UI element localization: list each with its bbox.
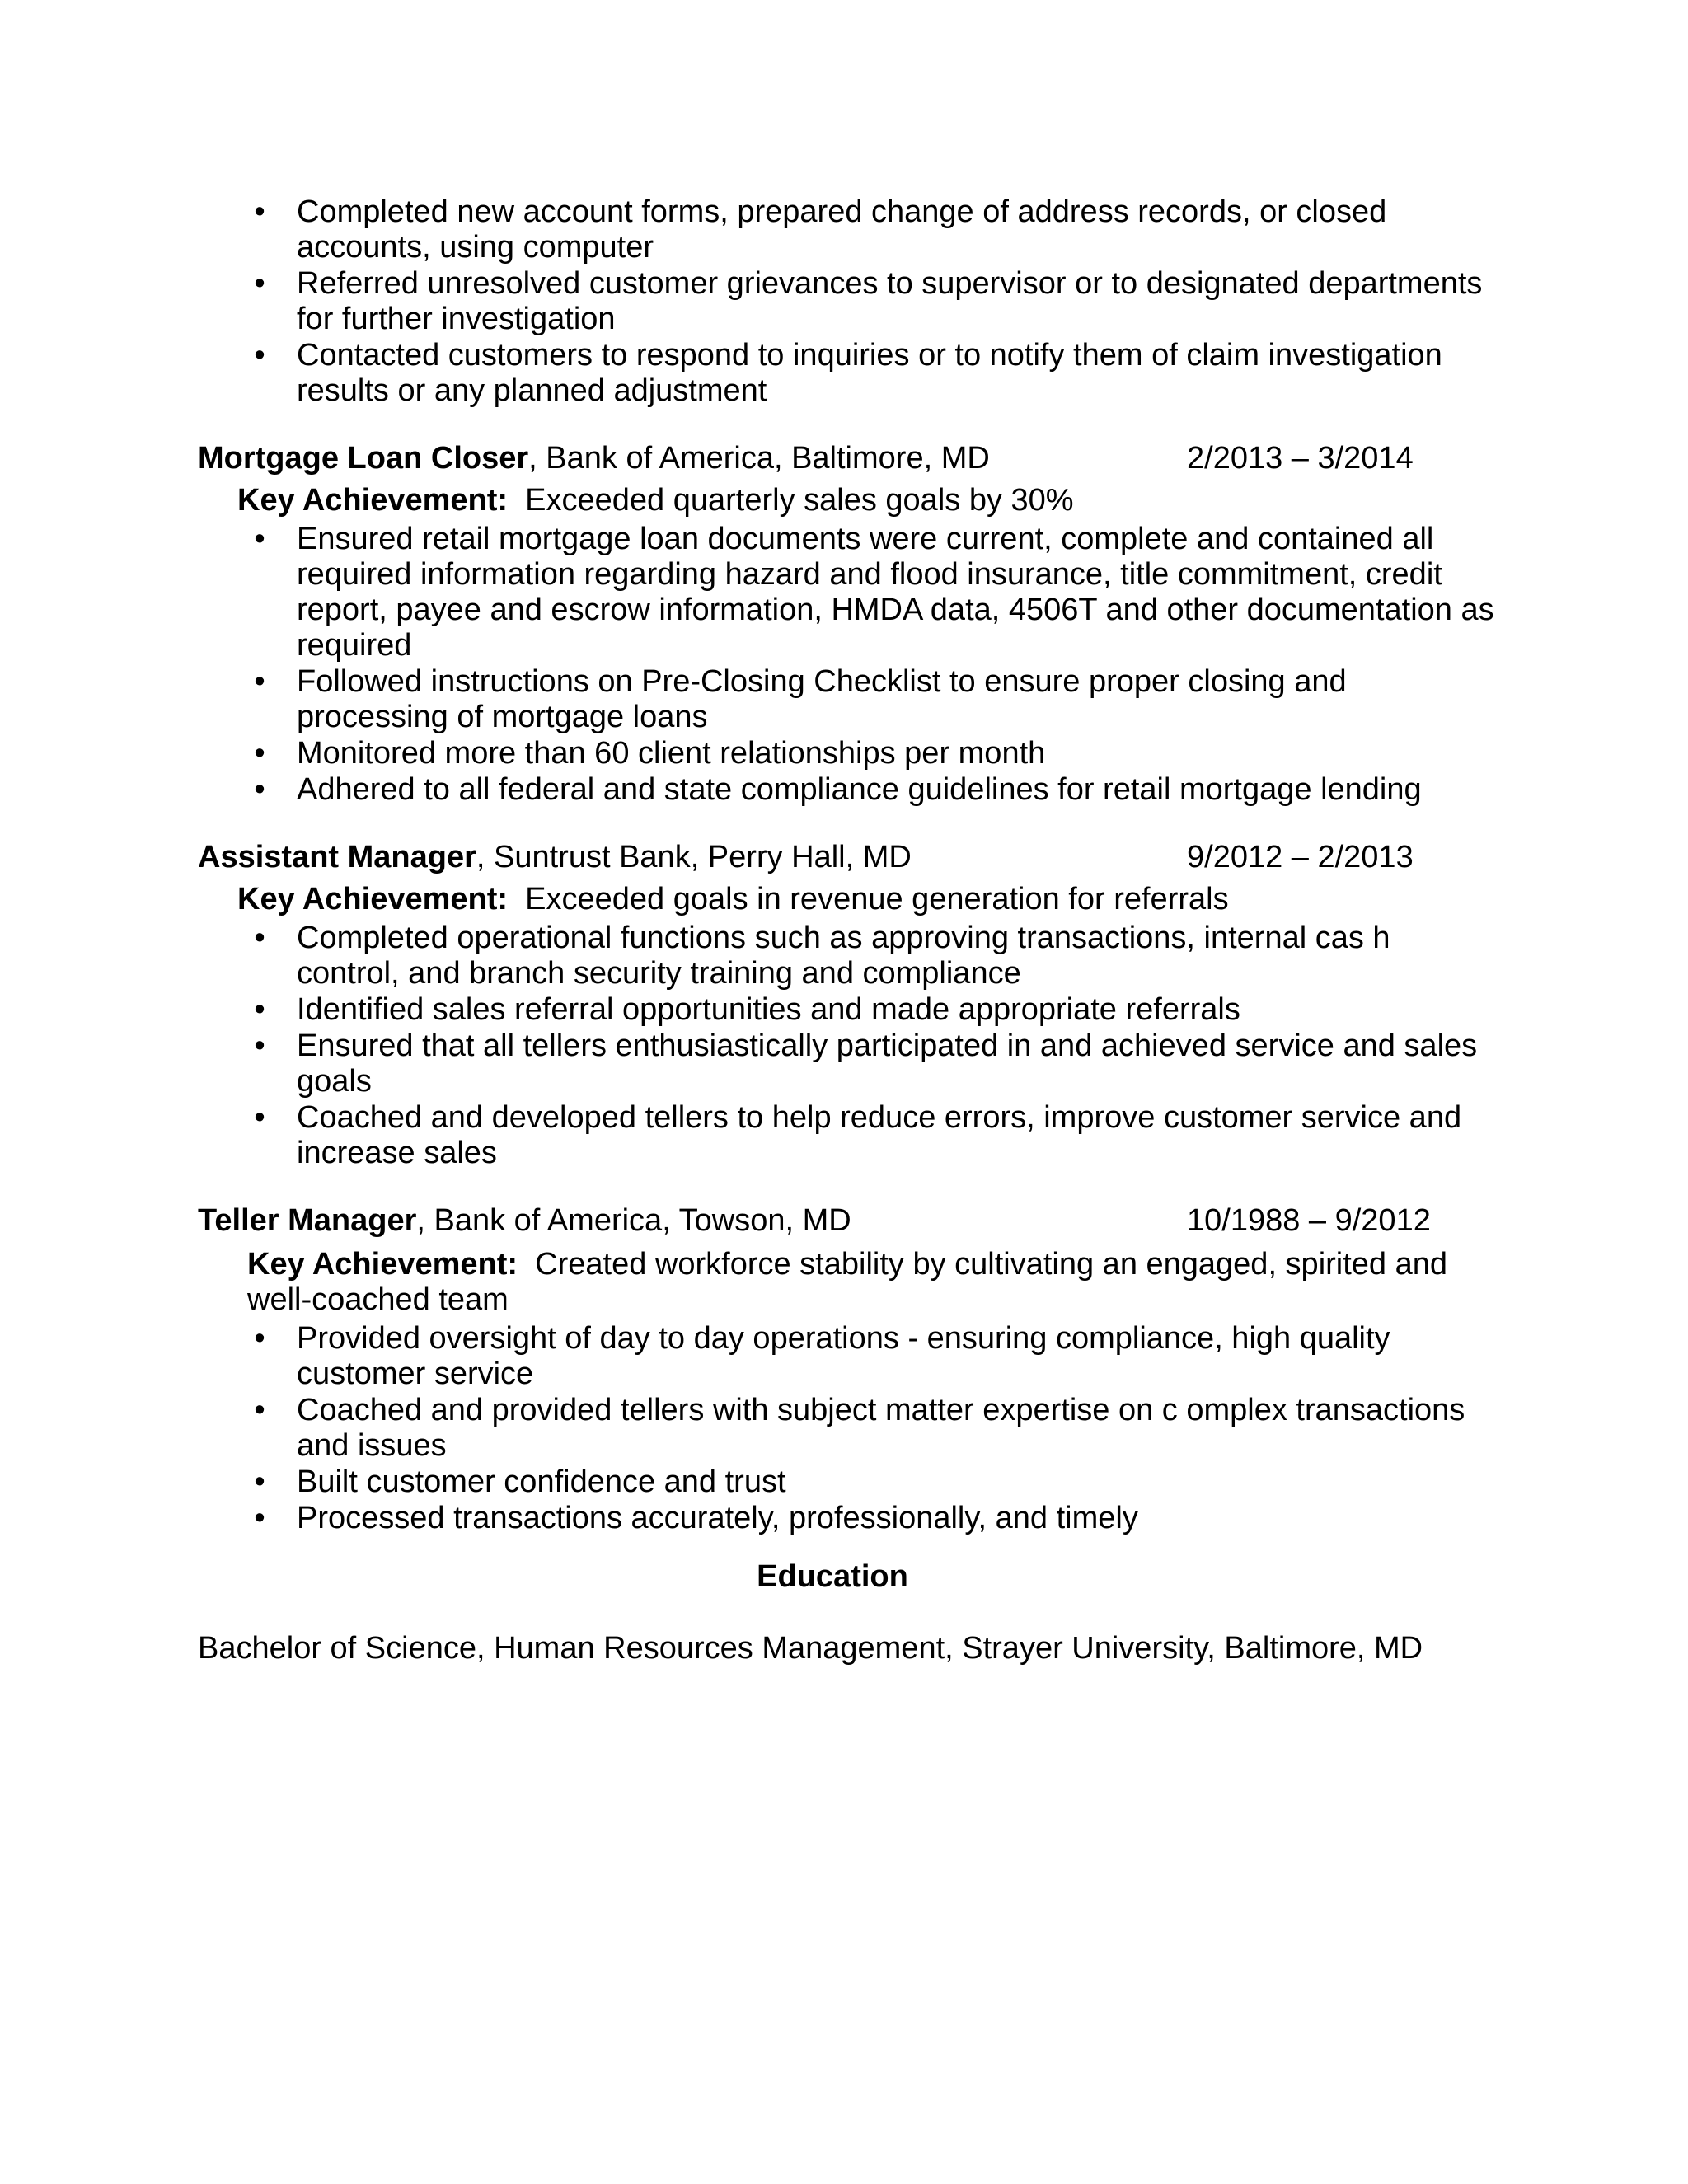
list-item: • Adhered to all federal and state compliance guidelines for retail mortgage lending (198, 772, 1500, 808)
job-employer: , Bank of America, Towson, MD (416, 1203, 851, 1238)
bullet-icon: • (254, 522, 265, 556)
key-achievement (198, 483, 1500, 518)
key-achievement-text: Exceeded quarterly sales goals by 30% (525, 483, 1074, 518)
job-bullet-list (198, 1321, 1500, 1536)
job-entry-assistant-manager (198, 840, 1500, 1171)
list-item: • Identified sales referral opportunities and made appropriate referrals (198, 992, 1500, 1028)
key-achievement-label: Key Achievement: (237, 882, 509, 916)
list-item: • Ensured that all tellers enthusiastically participated in and achieved service and sales goals (198, 1029, 1500, 1099)
bullet-icon: • (254, 266, 265, 301)
list-item: • Provided oversight of day to day operations - ensuring compliance, high quality customer service (198, 1321, 1500, 1392)
list-item: • Referred unresolved customer grievances to supervisor or to designated departments for further investigation (198, 266, 1500, 337)
job-dates: 10/1988 – 9/2012 (1187, 1203, 1431, 1238)
bullet-icon: • (254, 338, 265, 373)
bullet-icon: • (254, 736, 265, 771)
list-item: • Ensured retail mortgage loan documents were current, complete and contained all required information regarding hazard and flood insurance, title commitment, credit report, payee and escrow information, HMDA data, 4506T and other documentation as required (198, 522, 1500, 663)
bullet-icon: • (254, 1100, 265, 1135)
resume-page (198, 194, 1500, 1666)
list-item: • Coached and developed tellers to help reduce errors, improve customer service and increase sales (198, 1100, 1500, 1171)
job-entry-teller-manager (198, 1203, 1500, 1536)
key-achievement-text: Created workforce stability by cultivating an engaged, spirited and well-coached team (247, 1247, 1448, 1317)
key-achievement-label: Key Achievement: (247, 1247, 518, 1282)
list-item: • Contacted customers to respond to inquiries or to notify them of claim investigation results or any planned adjustment (198, 338, 1500, 409)
list-item: • Monitored more than 60 client relationships per month (198, 736, 1500, 771)
job-employer: , Bank of America, Baltimore, MD (528, 441, 990, 476)
key-achievement-label: Key Achievement: (237, 483, 509, 518)
key-achievement (198, 882, 1500, 917)
bullet-icon: • (254, 194, 265, 229)
list-item: • Coached and provided tellers with subject matter expertise on c omplex transactions and issues (198, 1393, 1500, 1464)
job-title: Teller Manager (198, 1203, 417, 1238)
intro-bullet-list (198, 194, 1500, 409)
list-item: • Followed instructions on Pre-Closing Checklist to ensure proper closing and processing of mortgage loans (198, 664, 1500, 735)
job-header (198, 840, 1500, 875)
list-item: • Completed new account forms, prepared change of address records, or closed accounts, using computer (198, 194, 1500, 265)
job-bullet-list (198, 522, 1500, 808)
job-header (198, 1203, 1500, 1239)
list-item: • Processed transactions accurately, professionally, and timely (198, 1501, 1500, 1536)
education-heading: Education (757, 1559, 908, 1594)
key-achievement (198, 1247, 1500, 1318)
job-dates: 2/2013 – 3/2014 (1187, 441, 1414, 476)
job-dates: 9/2012 – 2/2013 (1187, 840, 1414, 874)
bullet-icon: • (254, 1465, 265, 1499)
bullet-icon: • (254, 992, 265, 1027)
education-entry: Bachelor of Science, Human Resources Management, Strayer University, Baltimore, MD (198, 1631, 1423, 1666)
bullet-icon: • (254, 1501, 265, 1535)
job-header (198, 441, 1500, 476)
list-item: • Built customer confidence and trust (198, 1465, 1500, 1500)
job-title: Mortgage Loan Closer (198, 441, 529, 476)
job-entry-mortgage-loan-closer (198, 441, 1500, 808)
key-achievement-text: Exceeded goals in revenue generation for referrals (525, 882, 1229, 916)
list-item: • Completed operational functions such as approving transactions, internal cas h control, and branch security training and compliance (198, 921, 1500, 991)
bullet-icon: • (254, 772, 265, 807)
job-title: Assistant Manager (198, 840, 476, 874)
bullet-icon: • (254, 921, 265, 955)
job-bullet-list (198, 921, 1500, 1171)
bullet-icon: • (254, 1393, 265, 1427)
bullet-icon: • (254, 1029, 265, 1063)
job-employer: , Suntrust Bank, Perry Hall, MD (476, 840, 912, 874)
bullet-icon: • (254, 664, 265, 699)
bullet-icon: • (254, 1321, 265, 1356)
